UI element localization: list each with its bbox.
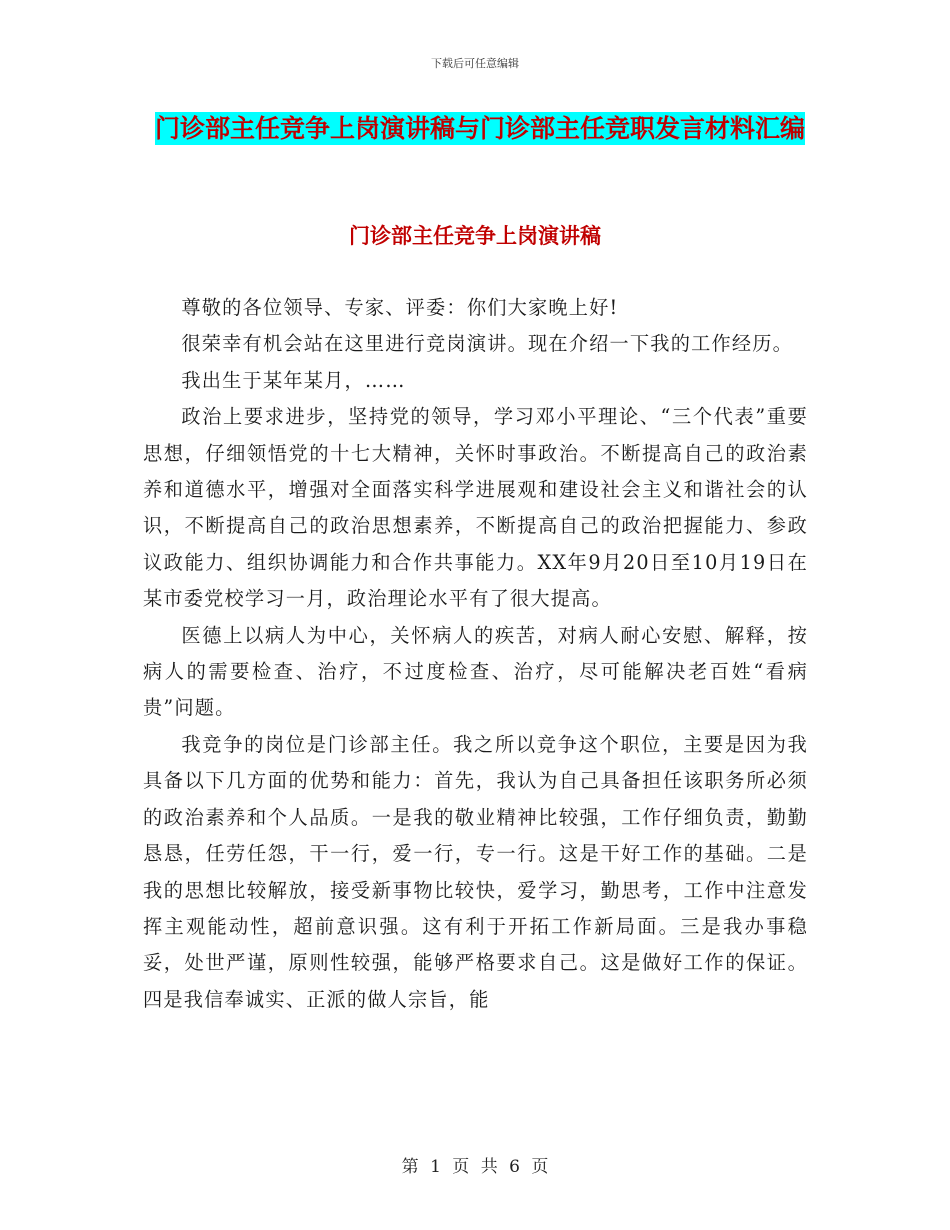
paragraph: 尊敬的各位领导、专家、评委：你们大家晚上好! xyxy=(181,296,619,319)
document-title xyxy=(140,106,820,152)
page-number: 第 1 页 共 6 页 xyxy=(401,1157,549,1177)
paragraph: 我竞争的岗位是门诊部主任。我之所以竞争这个职位，主要是因为我具备以下几方面的优势和能力：首先，我认为自己具备担任该职务所必须的政治素养和个人品质。一是我的敬业精神比较强，工作仔细负责，勤勤恳恳，任劳任怨，干一行，爱一行，专一行。这是干好工作的基础。二是我的思想比较解放，接受新事物比较快，爱学习，勤思考，工作中注意发挥主观能动性，超前意识强。这有利于开拓工作新局面。三是我办事稳妥，处世严谨，原则性较强，能够严格要求自己。这是做好工作的保证。四是我信奉诚实、正派的做人宗旨，能 xyxy=(143,732,808,1011)
page-header: 下载后可任意编辑 xyxy=(431,57,519,70)
section-title: 门诊部主任竞争上岗演讲稿 xyxy=(349,223,601,248)
paragraph: 很荣幸有机会站在这里进行竞岗演讲。现在介绍一下我的工作经历。 xyxy=(181,332,794,356)
document-title-text: 门诊部主任竞争上岗演讲稿与门诊部主任竞职发言材料汇编 xyxy=(154,114,805,143)
paragraph: 医德上以病人为中心，关怀病人的疾苦，对病人耐心安慰、解释，按病人的需要检查、治疗，不过度检查、治疗，尽可能解决老百姓“看病贵”问题。 xyxy=(143,623,808,720)
paragraph: 我出生于某年某月，…… xyxy=(181,368,406,392)
paragraph: 政治上要求进步，坚持党的领导，学习邓小平理论、“三个代表”重要思想，仔细领悟党的十七大精神，关怀时事政治。不断提高自己的政治素养和道德水平，增强对全面落实科学进展观和建设社会主义和谐社会的认识，不断提高自己的政治思想素养，不断提高自己的政治把握能力、参政议政能力、组织协调能力和合作共事能力。XX年9月20日至10月19日在某市委党校学习一月，政治理论水平有了很大提高。 xyxy=(143,405,808,611)
document-body xyxy=(143,290,808,1018)
